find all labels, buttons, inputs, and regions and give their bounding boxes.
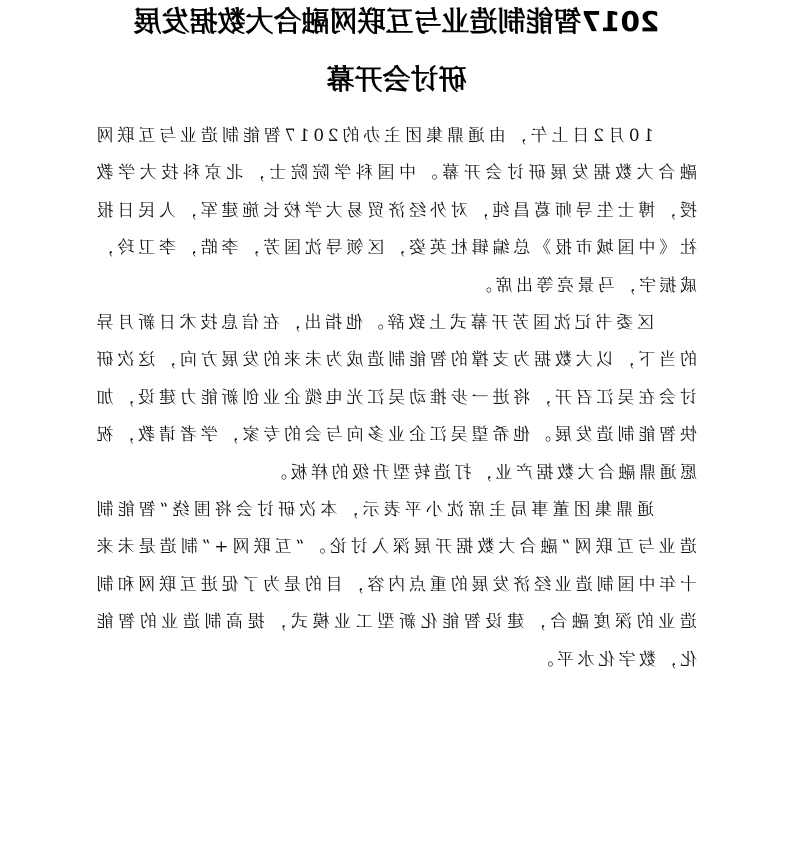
article-title-line-1: 2017智能制造业与互联网融合大数据发展 [133,5,660,38]
paragraph-1: 10月2日上午，由通鼎集团主办的2017智能制造业与互联网融合大数据发展研讨会开幕。中国科学院院士，北京科技大学教授，博士生导师葛昌纯，对外经济贸易大学校长施建军，人民日报社《中国城市报》总编辑杜英姿，区领导沈国芳，李皓，李卫玲，戚振宇，马景亮等出席。 [93,126,697,296]
article-title-line-2: 研讨会开幕 [326,63,467,96]
article-body [93,118,697,679]
paragraph-3: 通鼎集团董事局主席沈小平表示，本次研讨会将围绕“智能制造业与互联网”融合大数据开展深入讨论。“互联网+”制造是未来十年中国制造业经济发展的重点内容，目的是为了促进互联网和制造业的深度融合，建设智能化新型工业模式，提高制造业的智能化，数字化水平。 [93,500,697,670]
paragraph-2: 区委书记沈国芳开幕式上致辞。他指出，在信息技术日新月异的当下，以大数据为支撑的智能制造成为未来的发展方向，这次研讨会在吴江召开，将进一步推动吴江光电缆企业创新能力建设，加快智能制造发展。他希望吴江企业多向与会的专家，学者请教，祝愿通鼎融合大数据产业，打造转型升级的样板。 [93,313,697,483]
